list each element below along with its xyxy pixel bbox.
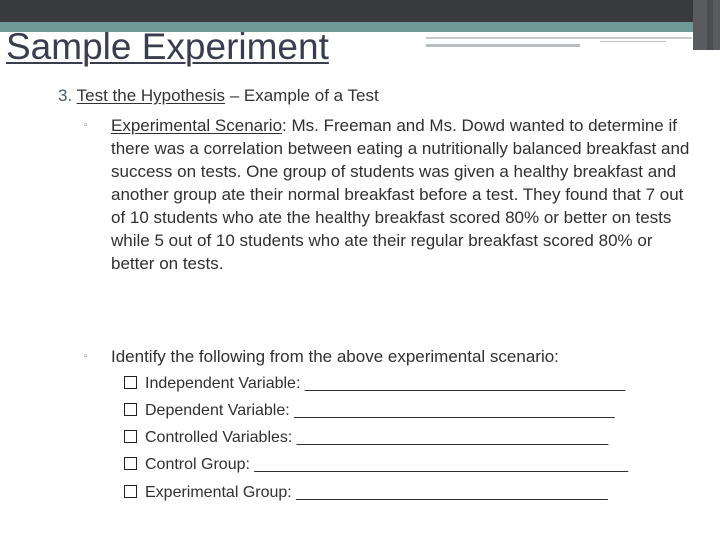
checklist-item: [124, 401, 614, 421]
header-corner-stripe: [707, 0, 713, 50]
scenario-paragraph: [111, 114, 691, 275]
checkbox-icon: [124, 457, 137, 470]
checklist-item-label: Controlled Variables: ___________________________________: [145, 429, 609, 446]
checklist-item: [124, 428, 608, 448]
instruction-text: Identify the following from the above experimental scenario:: [111, 347, 559, 366]
checklist-item: [124, 374, 625, 394]
checklist-item-label: Control Group: __________________________________________: [145, 456, 629, 473]
title-rule: [426, 37, 692, 39]
checkbox-icon: [124, 430, 137, 443]
heading-underlined: Test the Hypothesis: [76, 86, 225, 105]
title-rule-short: [600, 41, 666, 42]
checkbox-icon: [124, 485, 137, 498]
checklist-item-label: Experimental Group: ___________________________________: [145, 484, 608, 501]
title-rule-thick: [426, 44, 580, 47]
header-band-dark: [0, 0, 720, 22]
heading-number: 3.: [58, 86, 73, 105]
section-heading: [58, 86, 379, 106]
checkbox-icon: [124, 403, 137, 416]
bullet-marker-icon: ▫: [84, 351, 88, 362]
bullet-marker-icon: ▫: [84, 120, 88, 131]
heading-rest: – Example of a Test: [224, 86, 379, 105]
checkbox-icon: [124, 376, 137, 389]
checklist-item: [124, 483, 608, 503]
scenario-label: Experimental Scenario: [111, 116, 283, 135]
checklist-item-label: Dependent Variable: ____________________________________: [145, 402, 615, 419]
checklist-item: [124, 455, 628, 475]
scenario-text: : Ms. Freeman and Ms. Dowd wanted to determine if there was a correlation between eating a nutritionally balanced breakfast and success on tests. One group of students was given a healthy breakfast and another group ate their normal breakfast before a test. They found that 7 out of 10 students who ate the healthy breakfast scored 80% or better on tests while 5 out of 10 students who ate their regular breakfast scored 80% or better on tests.: [111, 116, 690, 273]
checklist-item-label: Independent Variable: ____________________________________: [145, 375, 626, 392]
slide-title: Sample Experiment: [6, 26, 329, 67]
